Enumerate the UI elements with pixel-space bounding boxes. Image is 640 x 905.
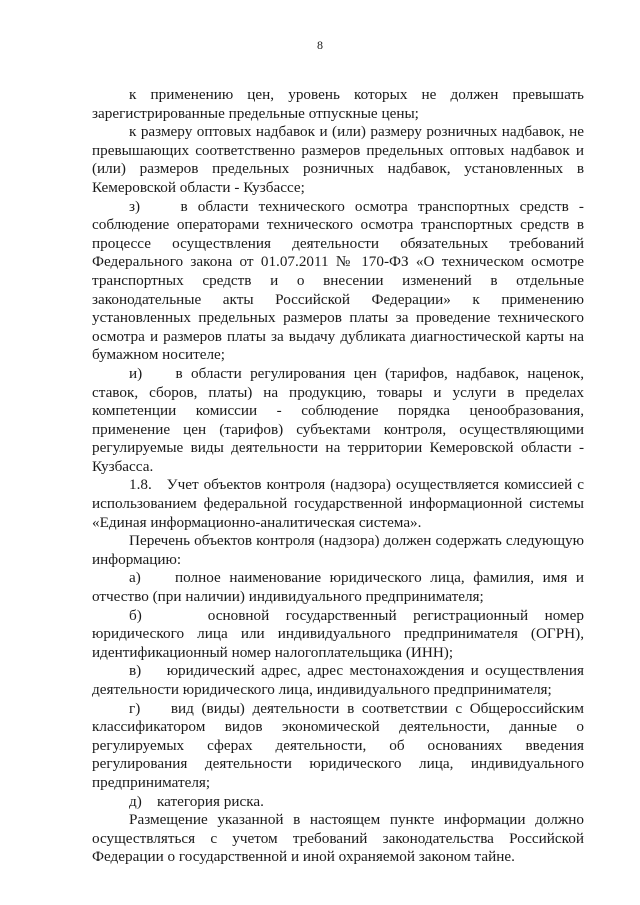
paragraph-item-i-price-regulation: и) в области регулирования цен (тарифов, надбавок, наценок, ставок, сборов, платы) на продукцию, товары и услуги в пределах компетенции комиссии - соблюдение порядка ценообразования, применение цен (тарифов) субъектами контроля, осуществляющими регулируемые виды деятельности на территории Кемеровской области - Кузбасса. [92, 364, 584, 475]
document-body [92, 86, 584, 867]
paragraph-confidentiality: Размещение указанной в настоящем пункте информации должно осуществляться с учетом требований законодательства Российской Федерации о государственной и иной охраняемой законом тайне. [92, 811, 584, 866]
paragraph-item-v: в) юридический адрес, адрес местонахождения и осуществления деятельности юридического лица, индивидуального предпринимателя; [92, 662, 584, 698]
paragraph-item-z-tech-inspection: з) в области технического осмотра транспортных средств - соблюдение операторами технического осмотра транспортных средств в процессе осуществления деятельности обязательных требований Федерального закона от 01.07.2011 № 170-ФЗ «О техническом осмотре транспортных средств и о внесении изменений в отдельные законодательные акты Российской Федерации» к применению установленных предельных размеров платы за проведение технического осмотра и размеров платы за выдачу дубликата диагностической карты на бумажном носителе; [92, 197, 584, 364]
paragraph-item-d: д) категория риска. [129, 792, 264, 810]
page-number: 8 [317, 38, 323, 52]
paragraph-section-1-8: 1.8. Учет объектов контроля (надзора) осуществляется комиссией с использованием федеральной государственной информационной системы «Единая информационно-аналитическая система». [92, 476, 584, 531]
paragraph-item-b: б) основной государственный регистрационный номер юридического лица или индивидуального предпринимателя (ОГРН), идентификационный номер налогоплательщика (ИНН); [92, 606, 584, 661]
paragraph-item-a: а) полное наименование юридического лица, фамилия, имя и отчество (при наличии) индивидуального предпринимателя; [92, 569, 584, 606]
paragraph-list-intro: Перечень объектов контроля (надзора) должен содержать следующую информацию: [92, 532, 584, 568]
paragraph-item-g: г) вид (виды) деятельности в соответствии с Общероссийским классификатором видов экономической деятельности, данные о регулируемых сферах деятельности, об основаниях введения регулирования деятельности юридического лица, индивидуального предпринимателя; [92, 699, 584, 791]
paragraph-markups: к размеру оптовых надбавок и (или) размеру розничных надбавок, не превышающих соответственно размеров предельных оптовых надбавок и (или) размеров предельных розничных надбавок, установленных в Кемеровской области - Кузбассе; [92, 123, 584, 196]
paragraph-price-limits: к применению цен, уровень которых не должен превышать зарегистрированные предельные отпускные цены; [92, 86, 584, 122]
